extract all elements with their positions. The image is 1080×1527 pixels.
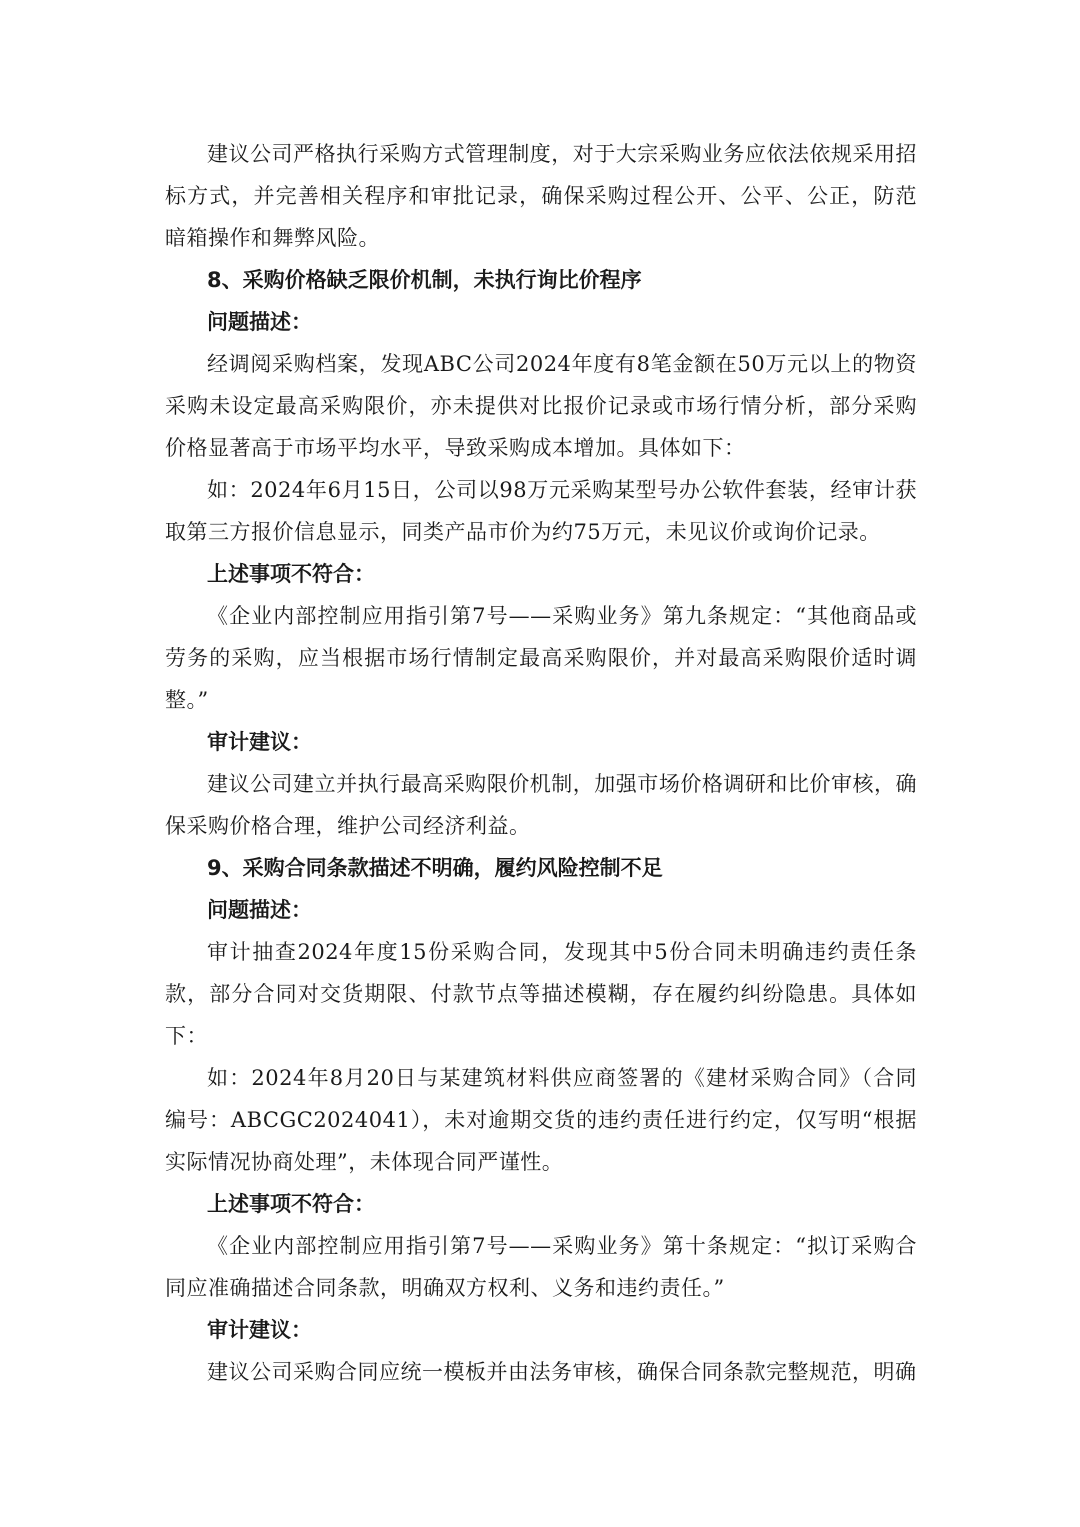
- section-heading-9: 9、采购合同条款描述不明确，履约风险控制不足: [207, 856, 663, 880]
- document-body: [165, 133, 917, 1393]
- section-heading-8: 8、采购价格缺乏限价机制，未执行询比价程序: [207, 268, 642, 292]
- label-audit-recommendation-8: 审计建议：: [207, 730, 312, 754]
- paragraph-problem-9: 审计抽查2024年度15份采购合同，发现其中5份合同未明确违约责任条款，部分合同对交货期限、付款节点等描述模糊，存在履约纠纷隐患。具体如下：: [165, 940, 917, 1048]
- paragraph-problem-8: 经调阅采购档案，发现ABC公司2024年度有8笔金额在50万元以上的物资采购未设定最高采购限价，亦未提供对比报价记录或市场行情分析，部分采购价格显著高于市场平均水平，导致采购成本增加。具体如下：: [165, 352, 917, 460]
- paragraph-recommendation-9: 建议公司采购合同应统一模板并由法务审核，确保合同条款完整规范，明确: [207, 1360, 917, 1384]
- paragraph-recommendation-8: 建议公司建立并执行最高采购限价机制，加强市场价格调研和比价审核，确保采购价格合理，维护公司经济利益。: [165, 772, 917, 838]
- label-problem-description-9: 问题描述：: [207, 898, 312, 922]
- label-audit-recommendation-9: 审计建议：: [207, 1318, 312, 1342]
- label-problem-description-8: 问题描述：: [207, 310, 312, 334]
- paragraph-example-9: 如：2024年8月20日与某建筑材料供应商签署的《建材采购合同》（合同编号：ABCGC2024041），未对逾期交货的违约责任进行约定，仅写明“根据实际情况协商处理”，未体现合同严谨性。: [165, 1066, 917, 1174]
- paragraph-regulation-8: 《企业内部控制应用指引第7号——采购业务》第九条规定：“其他商品或劳务的采购，应当根据市场行情制定最高采购限价，并对最高采购限价适时调整。”: [165, 604, 917, 712]
- label-noncompliance-8: 上述事项不符合：: [207, 562, 375, 586]
- paragraph-recommendation-7: 建议公司严格执行采购方式管理制度，对于大宗采购业务应依法依规采用招标方式，并完善相关程序和审批记录，确保采购过程公开、公平、公正，防范暗箱操作和舞弊风险。: [165, 142, 917, 250]
- paragraph-example-8: 如：2024年6月15日，公司以98万元采购某型号办公软件套装，经审计获取第三方报价信息显示，同类产品市价为约75万元，未见议价或询价记录。: [165, 478, 917, 544]
- label-noncompliance-9: 上述事项不符合：: [207, 1192, 375, 1216]
- paragraph-regulation-9: 《企业内部控制应用指引第7号——采购业务》第十条规定：“拟订采购合同应准确描述合同条款，明确双方权利、义务和违约责任。”: [165, 1234, 917, 1300]
